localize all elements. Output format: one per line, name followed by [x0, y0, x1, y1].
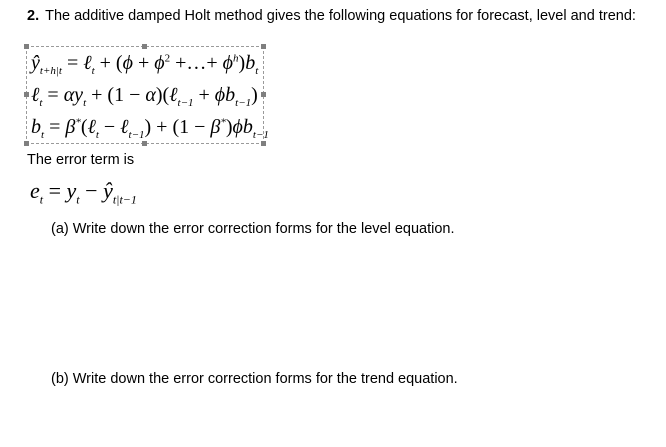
resize-handle-top-left[interactable] — [24, 44, 29, 49]
resize-handle-bottom-left[interactable] — [24, 141, 29, 146]
level-equation: ℓ$_t$ = $\alpha y_t + (1$ − α)(ℓ$_{t-1}$ + $\phi b_{t-1}$) — [31, 84, 258, 109]
error-term-label: The error term is — [27, 152, 135, 168]
question-text: The additive damped Holt method gives the following equations for forecast, level and trend: — [45, 8, 636, 24]
resize-handle-bottom-right[interactable] — [261, 141, 266, 146]
part-a-text: (a) Write down the error correction forms for the level equation. — [51, 221, 455, 237]
error-term-equation: $e_t = y_t$ − $ŷ_{t|t-1}$ — [30, 178, 137, 207]
trend-equation: $b_t$ = β*(ℓ$_t$ − ℓ$_{t-1}$) + $(1 - \beta^*)\phi b_{t-1}$ — [31, 116, 269, 141]
question-title — [27, 8, 636, 24]
question-number: 2. — [27, 8, 40, 24]
resize-handle-top-right[interactable] — [261, 44, 266, 49]
resize-handle-bottom-center[interactable] — [142, 141, 147, 146]
equation-image[interactable] — [26, 46, 269, 144]
resize-handle-middle-right[interactable] — [261, 92, 266, 97]
forecast-equation: $ŷ_{t+h|t}$ = ℓ$_t$ + ($\phi + \phi^2$ +…+ $\phi^h)b_t$ — [31, 52, 259, 77]
part-b-text: (b) Write down the error correction forms for the trend equation. — [51, 371, 458, 387]
resize-handle-middle-left[interactable] — [24, 92, 29, 97]
resize-handle-top-center[interactable] — [142, 44, 147, 49]
